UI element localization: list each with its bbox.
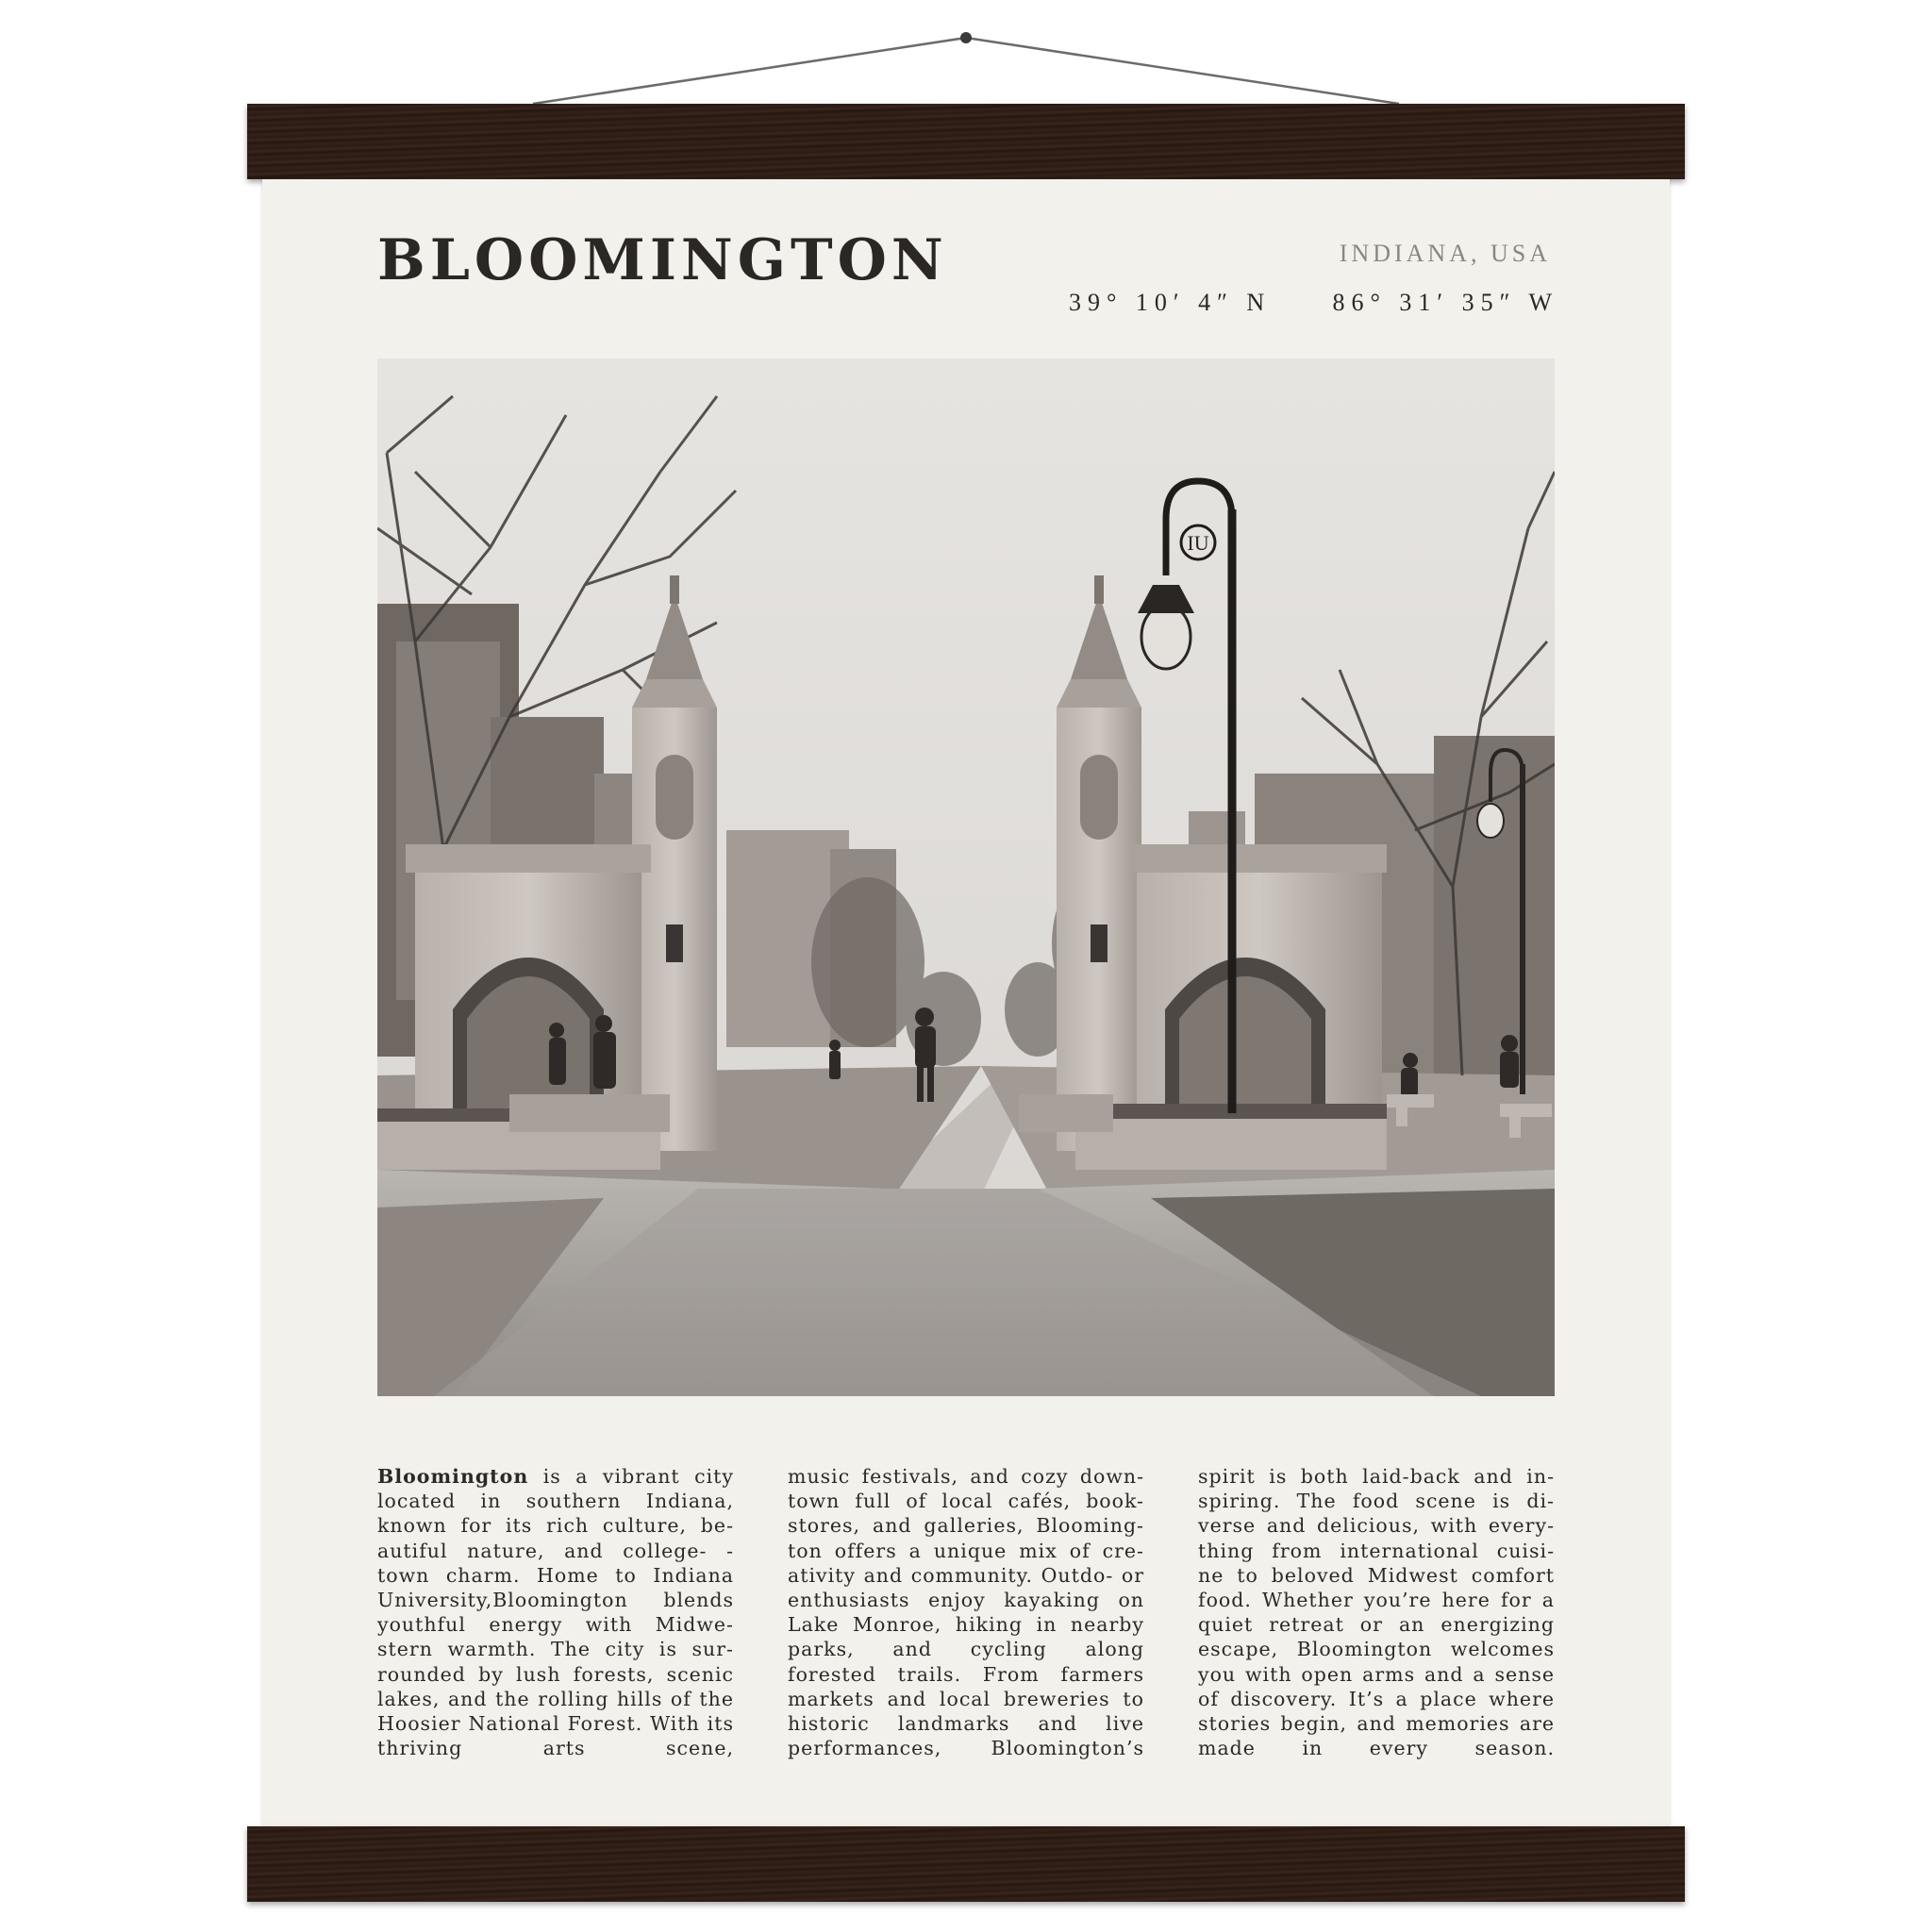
city-title: BLOOMINGTON (377, 227, 948, 293)
left-lantern-icon (666, 924, 683, 962)
poster-sheet (262, 179, 1670, 1826)
longitude-label: 86° 31′ 35″ W (1332, 289, 1558, 316)
right-lantern-icon (1091, 924, 1108, 962)
bottom-wooden-hanger (247, 1826, 1685, 1902)
description-column-2: music festivals, and cozy down- town full of local cafés, book- stores, and galleries, Blooming- ton offers a unique mix of cre- ativity and community. Outdo- or enthusiasts enjoy kayaking on Lake Monroe, hiking in nearby parks, and cycling along forested trails. From farmers markets and local breweries to historic landmarks and live performances, Bloomington’s (788, 1465, 1144, 1760)
lamp-emblem: IU (1187, 531, 1209, 555)
city-name-lead: Bloomington (377, 1465, 529, 1488)
description-column-3: spirit is both laid-back and in- spiring. The food scene is di- verse and delicious, with every- thing from international cuisi- ne to beloved Midwest comfort food. Whether you’re here for a quiet retreat or an energizing escape, Bloomington welcomes you with open arms and a sense of discovery. It’s a place where stories begin, and memories are made in every season. (1198, 1465, 1555, 1760)
description-column-1 (377, 1464, 734, 1760)
campus-gate-photo (377, 358, 1555, 1396)
column-1-text: is a vibrant city located in southern Indiana, known for its rich culture, be- autiful nature, and college- -town charm. Home to Indiana University,Bloomington blends youthful energy with Midwe- stern warmth. The city is sur- rounded by lush forests, scenic lakes, and the rolling hills of the Hoosier National Forest. With its thriving arts scene, (377, 1465, 734, 1760)
region-label: INDIANA, USA (1339, 240, 1551, 267)
top-wooden-hanger (247, 104, 1685, 179)
description-columns (377, 1464, 1555, 1760)
wall-hook-icon (960, 32, 972, 43)
lamp-globe-icon (1141, 605, 1191, 669)
latitude-label: 39° 10′ 4″ N (1069, 289, 1272, 316)
